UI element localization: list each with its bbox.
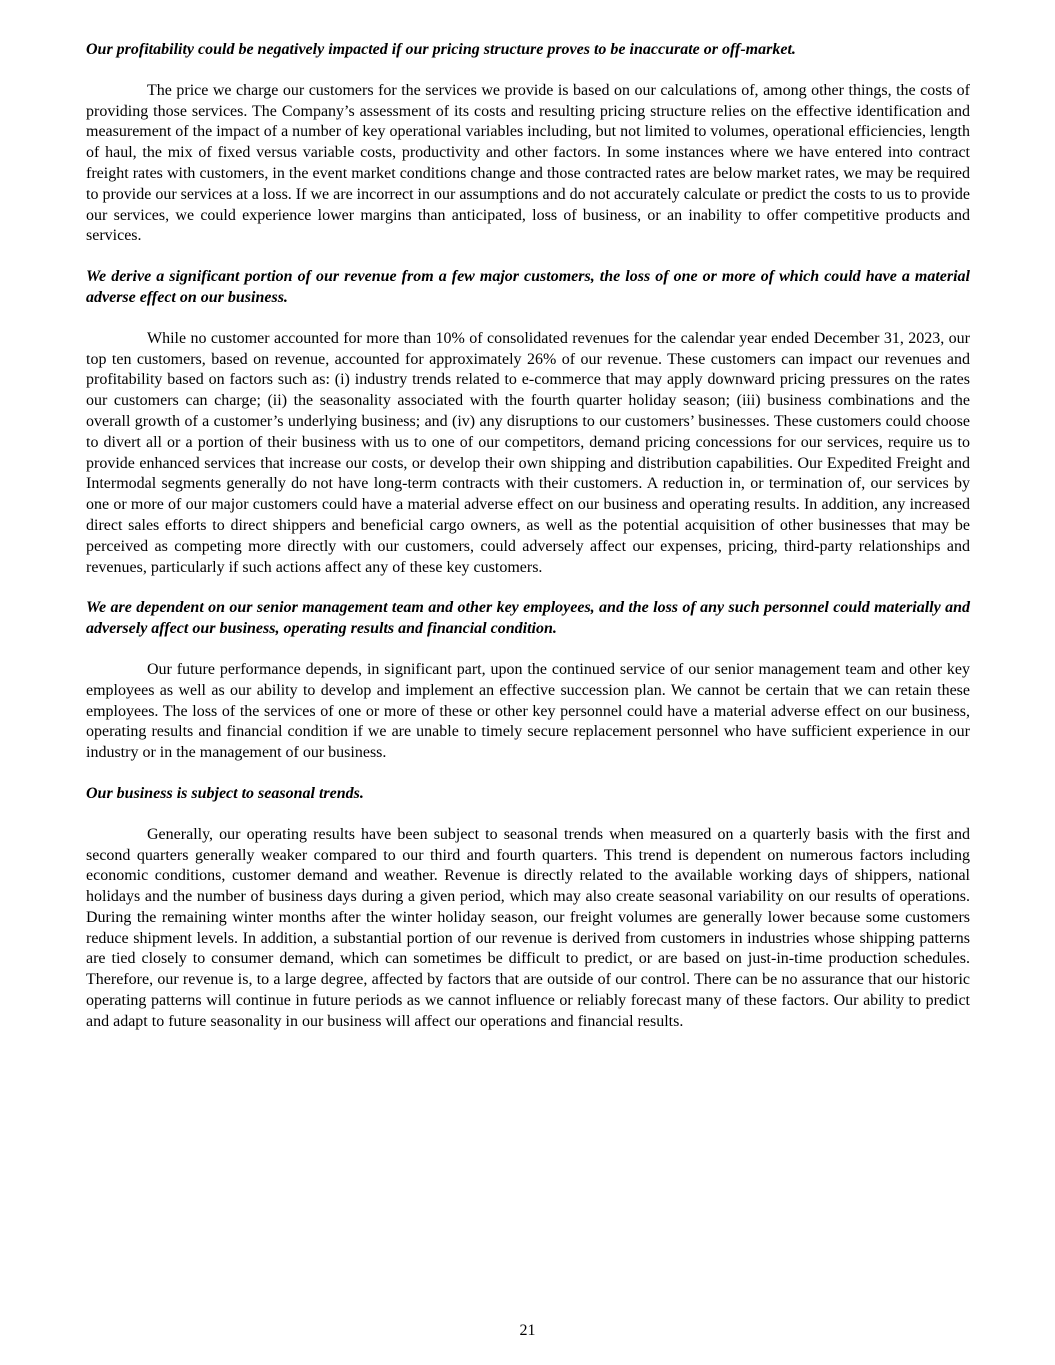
- section-heading-seasonal-trends: Our business is subject to seasonal trends.: [86, 784, 364, 802]
- page-number: 21: [519, 1322, 536, 1339]
- section-body-senior-management: Our future performance depends, in significant part, upon the continued service of our senior management team and other key employees as well as our ability to develop and implement an effective succession plan. We cannot be certain that we can retain these employees. The loss of the services of one or more of these or other key personnel could have a material adverse effect on our business, operating results and financial condition if we are unable to timely secure replacement personnel who have sufficient experience in our industry or in the management of our business.: [86, 660, 970, 762]
- section-heading-major-customers: We derive a significant portion of our revenue from a few major customers, the loss of one or more of which could have a material adverse effect on our business.: [86, 268, 970, 306]
- document-page: [86, 40, 970, 1053]
- section-heading-pricing-structure: Our profitability could be negatively impacted if our pricing structure proves to be inaccurate or off-market.: [86, 41, 796, 58]
- section-body-major-customers: While no customer accounted for more than 10% of consolidated revenues for the calendar year ended December 31, 2023, our top ten customers, based on revenue, accounted for approximately 26% of our revenue. These customers can impact our revenues and profitability based on factors such as: (i) industry trends related to e-commerce that may apply downward pricing pressures on the rates our customers can charge; (ii) the seasonality associated with the fourth quarter holiday season; (iii) business combinations and the overall growth of a customer’s underlying business; and (iv) any disruptions to our customers’ businesses. These customers could choose to divert all or a portion of their business with us to one of our competitors, demand pricing concessions for our services, require us to provide enhanced services that increase our costs, or develop their own shipping and distribution capabilities. Our Expedited Freight and Intermodal segments generally do not have long-term contracts with their customers. A reduction in, or termination of, our services by one or more of our major customers could have a material adverse effect on our business and operating results. In addition, any increased direct sales efforts to direct shippers and beneficial cargo owners, as well as the potential acquisition of other businesses that may be perceived as competing more directly with our customers, could adversely affect our expenses, pricing, third-party relationships and revenues, particularly if such actions affect any of these key customers.: [86, 329, 970, 576]
- section-body-seasonal-trends: Generally, our operating results have been subject to seasonal trends when measured on a quarterly basis with the first and second quarters generally weaker compared to our third and fourth quarters. This trend is dependent on numerous factors including economic conditions, customer demand and weather. Revenue is directly related to the available working days of shippers, national holidays and the number of business days during a given period, which may also create seasonal variability on our results of operations. During the remaining winter months after the winter holiday season, our freight volumes are generally lower because some customers reduce shipment levels. In addition, a substantial portion of our revenue is derived from customers in industries whose shipping patterns are tied closely to consumer demand, which can sometimes be difficult to predict, or are based on just-in-time production schedules. Therefore, our revenue is, to a large degree, affected by factors that are outside of our control. There can be no assurance that our historic operating patterns will continue in future periods as we cannot influence or reliably forecast many of these factors. Our ability to predict and adapt to future seasonality in our business will affect our operations and financial results.: [86, 825, 970, 1030]
- section-heading-senior-management: We are dependent on our senior management team and other key employees, and the loss of any such personnel could materially and adversely affect our business, operating results and financial condition.: [86, 599, 970, 638]
- section-body-pricing-structure: The price we charge our customers for the services we provide is based on our calculations of, among other things, the costs of providing those services. The Company’s assessment of its costs and resulting pricing structure relies on the effective identification and measurement of the impact of a number of key operational variables including, but not limited to volumes, operational efficiencies, length of haul, the mix of fixed versus variable costs, productivity and other factors. In some instances where we have entered into contract freight rates with customers, in the event market conditions change and those contracted rates are below market rates, we may be required to provide our services at a loss. If we are incorrect in our assumptions and do not accurately calculate or predict the costs to us to provide our services, we could experience lower margins than anticipated, loss of business, or an inability to offer competitive products and services.: [86, 81, 970, 245]
